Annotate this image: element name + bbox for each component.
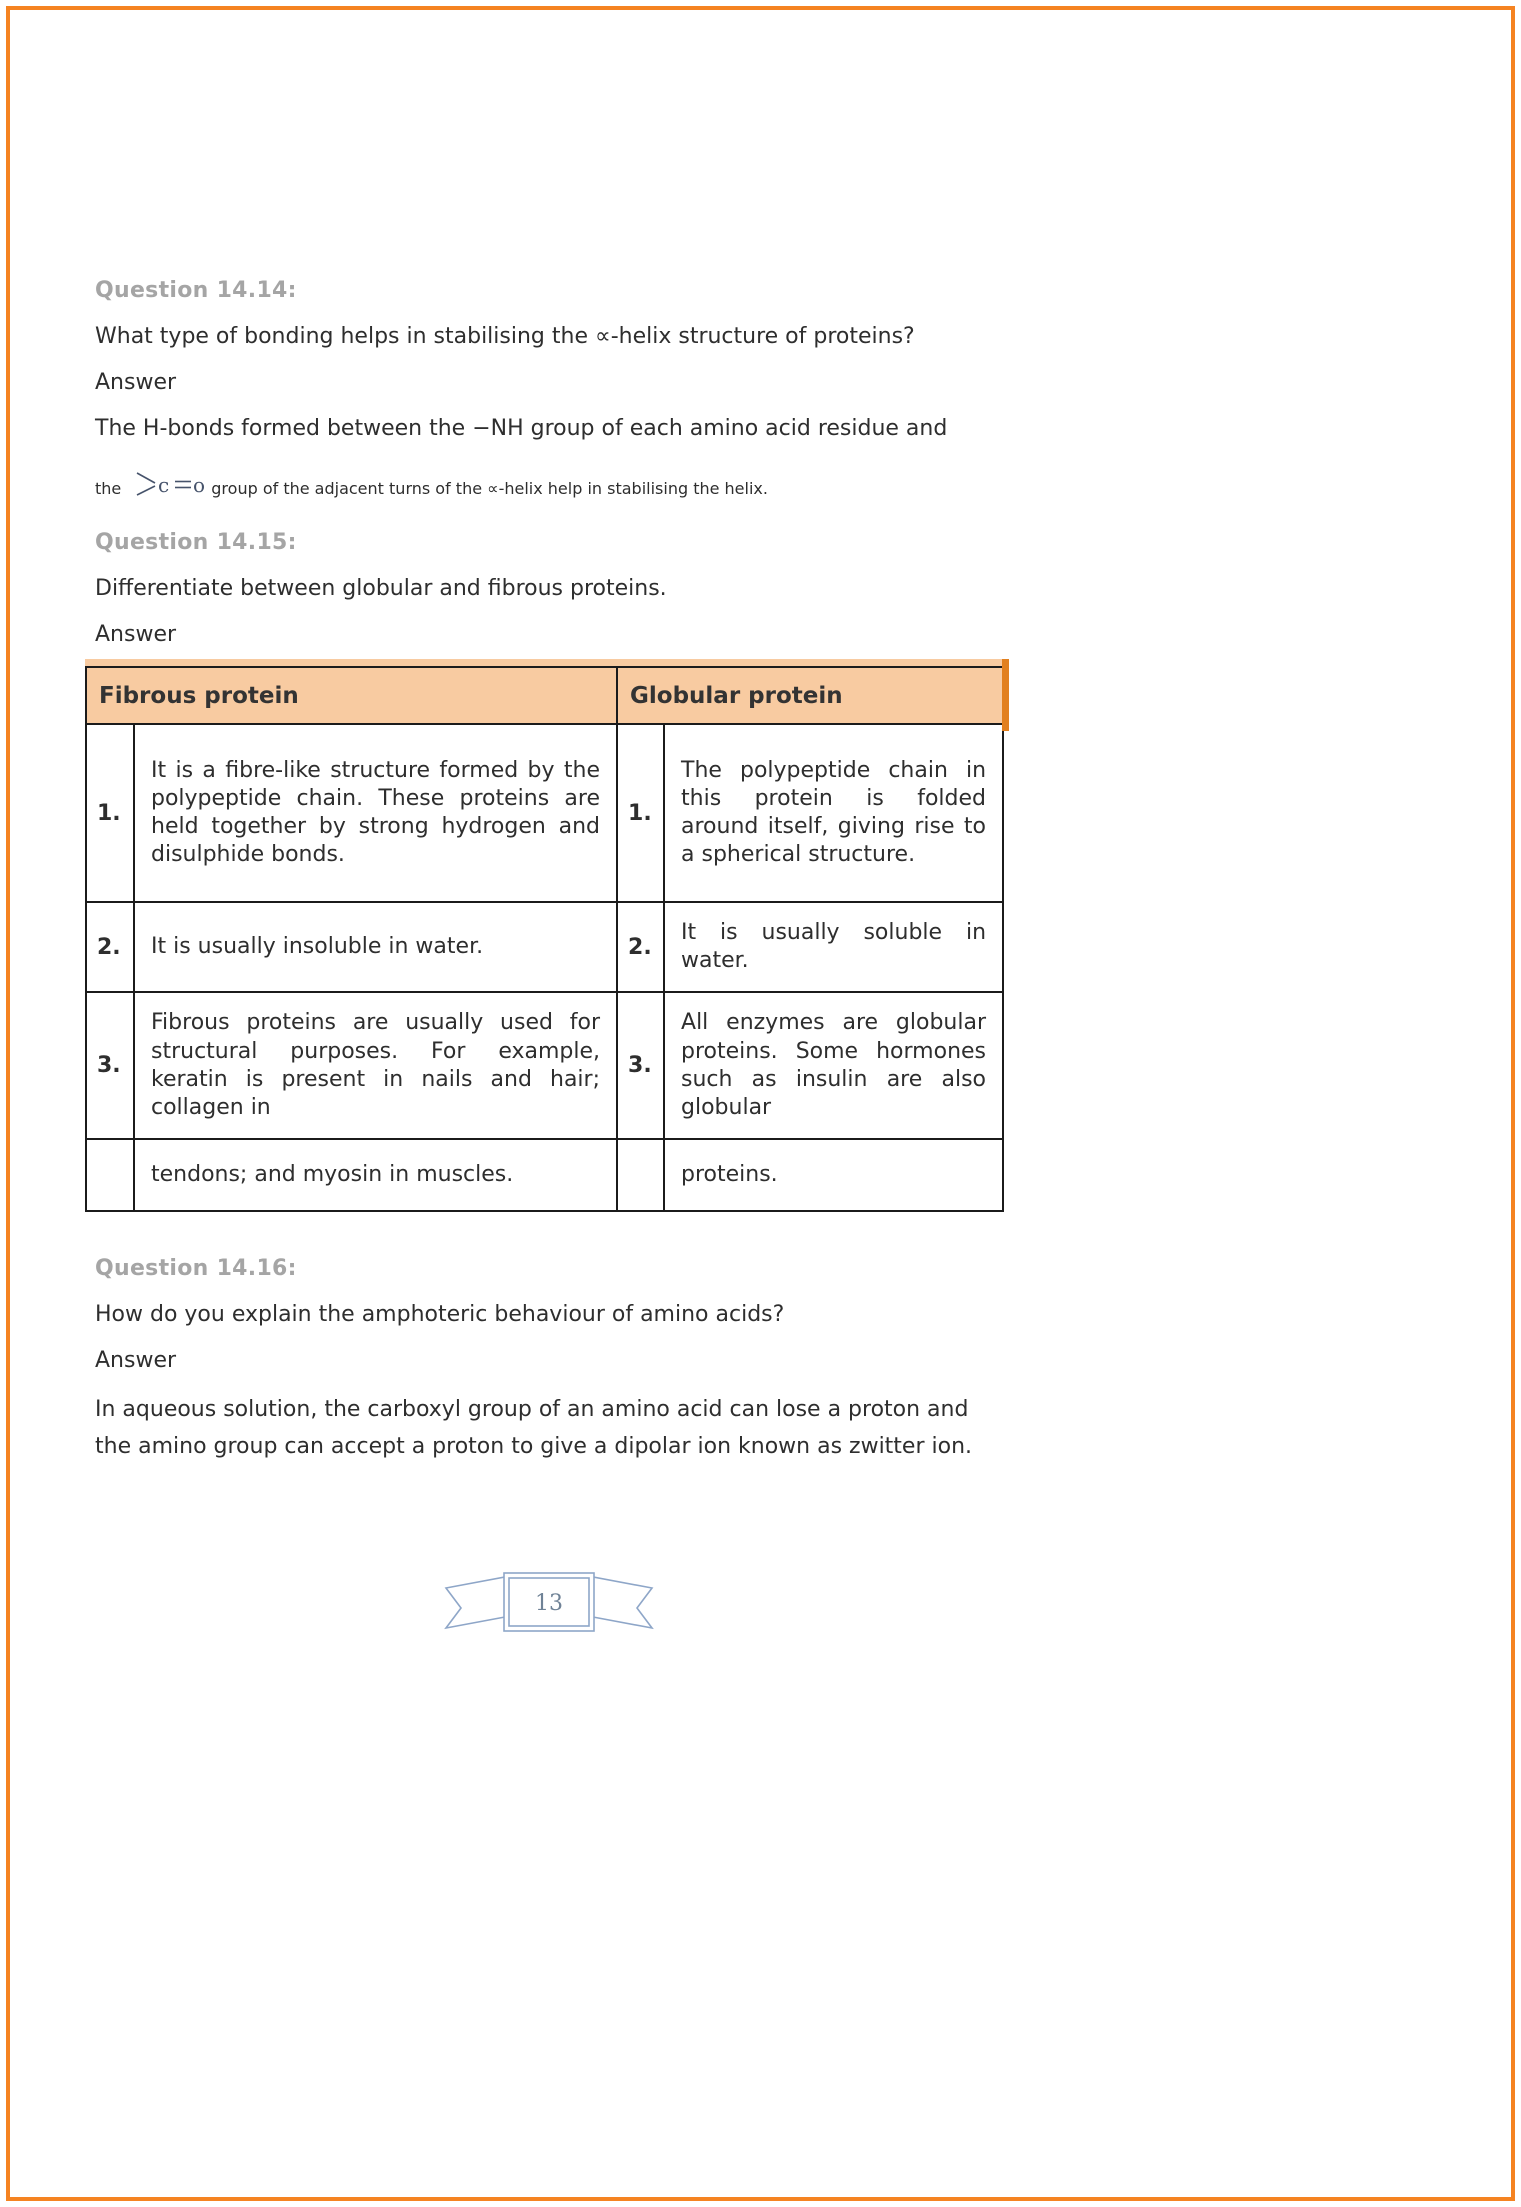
- page-footer: [95, 1571, 1002, 1637]
- row-number: [86, 1139, 134, 1211]
- fibrous-cell: tendons; and myosin in muscles.: [134, 1139, 617, 1211]
- table-row: [86, 724, 1003, 902]
- globular-cell: It is usually soluble in water.: [664, 902, 1003, 992]
- page-number: 13: [534, 1591, 563, 1617]
- question-14-16-section: [95, 1256, 1002, 1465]
- table-header-shadow-top: [85, 659, 1009, 666]
- svg-text:o: o: [193, 472, 206, 497]
- answer-line-2-end: group of the adjacent turns of the ∝-helix help in stabilising the helix.: [211, 478, 768, 498]
- document-content: [95, 278, 1002, 1637]
- table-header-shadow-right: [1002, 659, 1009, 731]
- question-14-14-heading: Question 14.14:: [95, 278, 297, 303]
- question-14-14-section: [95, 278, 1002, 500]
- answer-line-2: [95, 460, 1002, 500]
- row-number: 1.: [86, 724, 134, 902]
- answer-label: Answer: [95, 370, 177, 396]
- answer-line-2-start: the: [95, 478, 122, 498]
- row-number: 3.: [617, 992, 664, 1139]
- answer-line-1: The H-bonds formed between the −NH group of each amino acid residue and: [95, 416, 948, 442]
- answer-label: Answer: [95, 621, 177, 647]
- question-14-16-heading: Question 14.16:: [95, 1256, 297, 1282]
- row-number: 2.: [86, 902, 134, 992]
- fibrous-cell: Fibrous proteins are usually used for structural purposes. For example, keratin is present in nails and hair; collagen in: [134, 992, 617, 1139]
- fibrous-cell: It is usually insoluble in water.: [134, 902, 617, 992]
- row-number: [617, 1139, 664, 1211]
- fibrous-cell: It is a fibre-like structure formed by the polypeptide chain. These proteins are held together by strong hydrogen and disulphide bonds.: [134, 724, 617, 902]
- answer-label: Answer: [95, 1348, 177, 1374]
- table-row: [86, 992, 1003, 1139]
- protein-comparison-table: [85, 666, 1002, 1212]
- header-globular-protein: Globular protein: [617, 667, 1003, 724]
- row-number: 3.: [86, 992, 134, 1139]
- globular-cell: proteins.: [664, 1139, 1003, 1211]
- globular-cell: The polypeptide chain in this protein is folded around itself, giving rise to a spherical structure.: [664, 724, 1003, 902]
- question-14-14-text: What type of bonding helps in stabilising the ∝-helix structure of proteins?: [95, 324, 915, 349]
- table-header-row: [86, 667, 1003, 724]
- question-14-15-text: Differentiate between globular and fibrous proteins.: [95, 575, 667, 601]
- svg-text:c: c: [158, 472, 170, 497]
- question-14-15-heading: Question 14.15:: [95, 529, 297, 555]
- table-row: [86, 1139, 1003, 1211]
- question-14-15-section: [95, 530, 1002, 1212]
- globular-cell: All enzymes are globular proteins. Some hormones such as insulin are also globular: [664, 992, 1003, 1139]
- page-number-ribbon-icon: [443, 1571, 655, 1637]
- row-number: 1.: [617, 724, 664, 902]
- header-fibrous-protein: Fibrous protein: [86, 667, 617, 724]
- table-row: [86, 902, 1003, 992]
- carbonyl-group-formula-icon: [131, 464, 209, 504]
- question-14-16-text: How do you explain the amphoteric behaviour of amino acids?: [95, 1302, 785, 1328]
- row-number: 2.: [617, 902, 664, 992]
- answer-14-16-text: In aqueous solution, the carboxyl group of an amino acid can lose a proton and the amino group can accept a proton to give a dipolar ion known as zwitter ion.: [95, 1396, 973, 1459]
